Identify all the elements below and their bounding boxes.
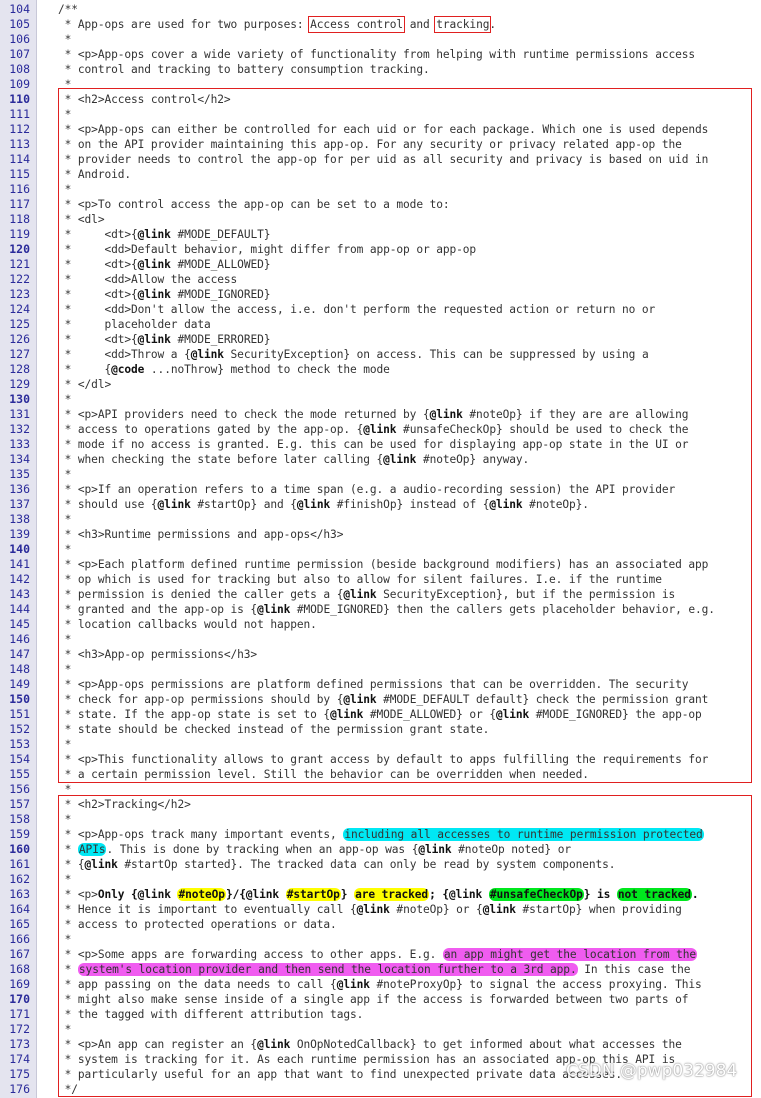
line-number: 150 — [9, 692, 30, 706]
line-number: 131 — [9, 407, 30, 421]
code-line[interactable] — [0, 347, 761, 362]
code-line-text: * — [58, 33, 72, 46]
code-line[interactable] — [0, 917, 761, 932]
code-line-text: * on the API provider maintaining this app-op. For any security or privacy related app-op the — [58, 138, 682, 151]
line-number: 107 — [9, 47, 30, 61]
code-line-text: * <h3>App-op permissions</h3> — [58, 648, 258, 661]
code-line-text: * <p>This functionality allows to grant access by default to apps fulfilling the requirements for — [58, 753, 709, 766]
code-line[interactable] — [0, 182, 761, 197]
code-line-text: * location callbacks would not happen. — [58, 618, 317, 631]
code-line[interactable] — [0, 17, 761, 32]
code-line-text: * access to operations gated by the app-op. {@link #unsafeCheckOp} should be used to check the — [58, 423, 689, 436]
code-line[interactable] — [0, 842, 761, 857]
code-line-text: * should use {@link #startOp} and {@link #finishOp} instead of {@link #noteOp}. — [58, 498, 589, 511]
code-line-text: * <p>API providers need to check the mode returned by {@link #noteOp} if they are are allowing — [58, 408, 689, 421]
code-line[interactable] — [0, 437, 761, 452]
line-number: 121 — [9, 257, 30, 271]
code-line[interactable] — [0, 62, 761, 77]
code-line[interactable] — [0, 47, 761, 62]
code-line[interactable] — [0, 887, 761, 902]
line-number: 166 — [9, 932, 30, 946]
code-line[interactable] — [0, 767, 761, 782]
line-number: 167 — [9, 947, 30, 961]
code-line[interactable] — [0, 677, 761, 692]
code-line-text: * <h2>Tracking</h2> — [58, 798, 191, 811]
line-number: 119 — [9, 227, 30, 241]
code-line[interactable] — [0, 272, 761, 287]
code-line[interactable] — [0, 1082, 761, 1097]
line-number: 157 — [9, 797, 30, 811]
code-line-text: * particularly useful for an app that want to find unexpected private data accesses. — [58, 1068, 623, 1081]
line-number: 104 — [9, 2, 30, 16]
line-number: 109 — [9, 77, 30, 91]
code-line-text: * — [58, 393, 72, 406]
code-line-text: * <p>To control access the app-op can be set to a mode to: — [58, 198, 450, 211]
line-number: 168 — [9, 962, 30, 976]
line-number: 156 — [9, 782, 30, 796]
code-line-text: * — [58, 78, 72, 91]
code-line[interactable] — [0, 227, 761, 242]
line-number: 125 — [9, 317, 30, 331]
line-number: 161 — [9, 857, 30, 871]
code-line-text: * app passing on the data needs to call {@link #noteProxyOp} to signal the access proxying. This — [58, 978, 702, 991]
line-number: 176 — [9, 1082, 30, 1096]
code-line-text: * <p>If an operation refers to a time span (e.g. a audio-recording session) the API provider — [58, 483, 676, 496]
code-line-text: * <p>App-ops permissions are platform defined permissions that can be overridden. The security — [58, 678, 689, 691]
line-number: 133 — [9, 437, 30, 451]
code-line-text: * — [58, 633, 72, 646]
line-number: 148 — [9, 662, 30, 676]
line-number: 162 — [9, 872, 30, 886]
code-line-text: * <h3>Runtime permissions and app-ops</h3> — [58, 528, 344, 541]
code-line-text: * </dl> — [58, 378, 112, 391]
code-line-text: * a certain permission level. Still the behavior can be overridden when needed. — [58, 768, 589, 781]
code-line-text: * permission is denied the caller gets a {@link SecurityException}, but if the permission is — [58, 588, 676, 601]
line-number: 153 — [9, 737, 30, 751]
line-number: 139 — [9, 527, 30, 541]
code-line[interactable] — [0, 107, 761, 122]
line-number: 118 — [9, 212, 30, 226]
code-line[interactable] — [0, 257, 761, 272]
line-number: 132 — [9, 422, 30, 436]
line-number: 163 — [9, 887, 30, 901]
line-number: 130 — [9, 392, 30, 406]
watermark: CSDN @pwp032984 — [566, 1061, 738, 1081]
code-line[interactable] — [0, 797, 761, 812]
line-number: 127 — [9, 347, 30, 361]
code-line[interactable] — [0, 362, 761, 377]
line-number: 110 — [9, 92, 30, 106]
code-line-text: * mode if no access is granted. E.g. this can be used for displaying app-op state in the UI or — [58, 438, 689, 451]
line-number: 173 — [9, 1037, 30, 1051]
code-line-text: * op which is used for tracking but also to allow for silent failures. I.e. if the runtime — [58, 573, 662, 586]
code-line[interactable] — [0, 32, 761, 47]
code-line[interactable] — [0, 542, 761, 557]
code-line[interactable] — [0, 1037, 761, 1052]
code-line-text: * Hence it is important to eventually call {@link #noteOp} or {@link #startOp} when providing — [58, 903, 682, 916]
line-number: 165 — [9, 917, 30, 931]
code-line-text: * granted and the app-op is {@link #MODE_IGNORED} then the callers gets placeholder behavior, e.g. — [58, 603, 715, 616]
code-line-text: * <p>Each platform defined runtime permission (beside background modifiers) has an associated app — [58, 558, 709, 571]
line-number: 114 — [9, 152, 30, 166]
line-number: 143 — [9, 587, 30, 601]
code-line-text: * system is tracking for it. As each runtime permission has an associated app-op this API is — [58, 1053, 676, 1066]
code-line[interactable] — [0, 692, 761, 707]
code-line-text: * check for app-op permissions should by {@link #MODE_DEFAULT default} check the permission grant — [58, 693, 709, 706]
code-line[interactable] — [0, 752, 761, 767]
code-line[interactable] — [0, 452, 761, 467]
code-line[interactable] — [0, 962, 761, 977]
line-number: 142 — [9, 572, 30, 586]
code-line[interactable] — [0, 152, 761, 167]
code-line-text: * <p>App-ops can either be controlled for each uid or for each package. Which one is used depends — [58, 123, 709, 136]
code-line-text: * — [58, 108, 72, 121]
code-line[interactable] — [0, 977, 761, 992]
code-line[interactable] — [0, 602, 761, 617]
code-line[interactable] — [0, 197, 761, 212]
code-line[interactable] — [0, 1022, 761, 1037]
code-line-text: * — [58, 738, 72, 751]
code-line[interactable] — [0, 947, 761, 962]
code-line-text: * <p>App-ops cover a wide variety of functionality from helping with runtime permissions access — [58, 48, 696, 61]
line-number: 135 — [9, 467, 30, 481]
code-line[interactable] — [0, 572, 761, 587]
code-line[interactable] — [0, 527, 761, 542]
code-line[interactable] — [0, 662, 761, 677]
code-line[interactable] — [0, 212, 761, 227]
code-line[interactable] — [0, 617, 761, 632]
code-line-text: * — [58, 513, 72, 526]
code-line[interactable] — [0, 377, 761, 392]
code-line-text: * — [58, 873, 72, 886]
line-number: 172 — [9, 1022, 30, 1036]
code-line[interactable] — [0, 827, 761, 842]
code-line-text: * {@link #startOp started}. The tracked data can only be read by system components. — [58, 858, 616, 871]
code-line-text: * App-ops are used for two purposes: Access control and tracking. — [58, 18, 496, 31]
code-line-text: * — [58, 663, 72, 676]
line-number: 159 — [9, 827, 30, 841]
line-number: 136 — [9, 482, 30, 496]
code-line[interactable] — [0, 317, 761, 332]
code-line-text: * might also make sense inside of a single app if the access is forwarded between two parts of — [58, 993, 689, 1006]
code-line-text: * {@code ...noThrow} method to check the mode — [58, 363, 390, 376]
line-number: 129 — [9, 377, 30, 391]
line-number: 124 — [9, 302, 30, 316]
line-number: 145 — [9, 617, 30, 631]
code-line[interactable] — [0, 137, 761, 152]
code-line[interactable] — [0, 872, 761, 887]
line-number: 158 — [9, 812, 30, 826]
code-editor[interactable] — [0, 2, 761, 1097]
code-line[interactable] — [0, 167, 761, 182]
code-line[interactable] — [0, 482, 761, 497]
code-line-text: * <dt>{@link #MODE_IGNORED} — [58, 288, 271, 301]
code-line[interactable] — [0, 722, 761, 737]
line-number: 122 — [9, 272, 30, 286]
line-number: 138 — [9, 512, 30, 526]
line-number: 134 — [9, 452, 30, 466]
code-line-text: * — [58, 813, 72, 826]
code-line[interactable] — [0, 557, 761, 572]
line-number: 140 — [9, 542, 30, 556]
line-number: 160 — [9, 842, 30, 856]
code-line[interactable] — [0, 497, 761, 512]
line-number: 108 — [9, 62, 30, 76]
line-number: 126 — [9, 332, 30, 346]
code-line[interactable] — [0, 782, 761, 797]
code-line-text: * <dd>Default behavior, might differ from app-op or app-op — [58, 243, 477, 256]
line-number: 147 — [9, 647, 30, 661]
code-line[interactable] — [0, 92, 761, 107]
code-line[interactable] — [0, 407, 761, 422]
line-number: 137 — [9, 497, 30, 511]
code-line[interactable] — [0, 302, 761, 317]
line-number: 144 — [9, 602, 30, 616]
code-line-text: */ — [58, 1083, 78, 1096]
code-line-text: * <dt>{@link #MODE_ERRORED} — [58, 333, 271, 346]
line-number: 113 — [9, 137, 30, 151]
code-line-text: * provider needs to control the app-op for per uid as all security and privacy is based on uid in — [58, 153, 709, 166]
line-number: 105 — [9, 17, 30, 31]
code-line[interactable] — [0, 587, 761, 602]
line-number: 155 — [9, 767, 30, 781]
code-line-text: * <p>App-ops track many important events, including all accesses to runtime permission protected — [58, 828, 703, 841]
code-line-text: * APIs. This is done by tracking when an app-op was {@link #noteOp noted} or — [58, 843, 571, 856]
code-line[interactable] — [0, 737, 761, 752]
line-number: 149 — [9, 677, 30, 691]
code-line-text: * <dd>Throw a {@link SecurityException} on access. This can be suppressed by using a — [58, 348, 649, 361]
code-line-text: * <dt>{@link #MODE_DEFAULT} — [58, 228, 271, 241]
code-line-text: * when checking the state before later calling {@link #noteOp} anyway. — [58, 453, 530, 466]
line-number: 171 — [9, 1007, 30, 1021]
code-line-text: * placeholder data — [58, 318, 211, 331]
code-line[interactable] — [0, 902, 761, 917]
code-line[interactable] — [0, 812, 761, 827]
code-line-text: * — [58, 1023, 72, 1036]
code-line[interactable] — [0, 242, 761, 257]
code-line[interactable] — [0, 77, 761, 92]
code-line[interactable] — [0, 647, 761, 662]
code-line[interactable] — [0, 632, 761, 647]
line-number: 115 — [9, 167, 30, 181]
code-line[interactable] — [0, 707, 761, 722]
code-line[interactable] — [0, 467, 761, 482]
code-line-text: * <dl> — [58, 213, 105, 226]
code-line[interactable] — [0, 2, 761, 17]
line-number: 164 — [9, 902, 30, 916]
code-line-text: * <p>Some apps are forwarding access to other apps. E.g. an app might get the location from the — [58, 948, 697, 961]
code-line-text: * the tagged with different attribution tags. — [58, 1008, 364, 1021]
code-line[interactable] — [0, 992, 761, 1007]
line-number: 120 — [9, 242, 30, 256]
code-line[interactable] — [0, 332, 761, 347]
line-number: 175 — [9, 1067, 30, 1081]
code-line[interactable] — [0, 122, 761, 137]
code-line-text: * <p>An app can register an {@link OnOpNotedCallback} to get informed about what accesses the — [58, 1038, 682, 1051]
code-line-text: * <p>Only {@link #noteOp}/{@link #startOp} are tracked; {@link #unsafeCheckOp} is not tracked. — [58, 888, 699, 901]
code-line-text: * state should be checked instead of the permission grant state. — [58, 723, 490, 736]
code-line-text: * <h2>Access control</h2> — [58, 93, 231, 106]
code-line-text: * control and tracking to battery consumption tracking. — [58, 63, 430, 76]
code-line[interactable] — [0, 392, 761, 407]
code-line-text: * <dd>Don't allow the access, i.e. don't perform the requested action or return no or — [58, 303, 656, 316]
code-line-text: * — [58, 468, 72, 481]
code-line-text: * — [58, 183, 72, 196]
code-line-text: * <dt>{@link #MODE_ALLOWED} — [58, 258, 271, 271]
line-number: 154 — [9, 752, 30, 766]
code-line-text: * system's location provider and then send the location further to a 3rd app. In this case the — [58, 963, 691, 976]
line-number: 170 — [9, 992, 30, 1006]
line-number: 146 — [9, 632, 30, 646]
line-number: 112 — [9, 122, 30, 136]
line-number: 128 — [9, 362, 30, 376]
code-line-text: * — [58, 933, 72, 946]
code-line[interactable] — [0, 1007, 761, 1022]
code-line-text: * access to protected operations or data. — [58, 918, 337, 931]
code-line[interactable] — [0, 857, 761, 872]
line-number: 117 — [9, 197, 30, 211]
line-number: 152 — [9, 722, 30, 736]
line-number: 141 — [9, 557, 30, 571]
code-line[interactable] — [0, 512, 761, 527]
line-number: 169 — [9, 977, 30, 991]
line-number: 151 — [9, 707, 30, 721]
code-line[interactable] — [0, 932, 761, 947]
code-line-text: * — [58, 783, 72, 796]
line-number: 174 — [9, 1052, 30, 1066]
line-number: 116 — [9, 182, 30, 196]
code-line[interactable] — [0, 287, 761, 302]
line-number: 106 — [9, 32, 30, 46]
code-line-text: * Android. — [58, 168, 131, 181]
code-line-text: * <dd>Allow the access — [58, 273, 238, 286]
code-line-text: * state. If the app-op state is set to {@link #MODE_ALLOWED} or {@link #MODE_IGNORED} the app-op — [58, 708, 702, 721]
line-number: 111 — [9, 107, 30, 121]
code-line-text: * — [58, 543, 72, 556]
code-line-text: /** — [58, 3, 78, 16]
line-number: 123 — [9, 287, 30, 301]
code-line[interactable] — [0, 422, 761, 437]
